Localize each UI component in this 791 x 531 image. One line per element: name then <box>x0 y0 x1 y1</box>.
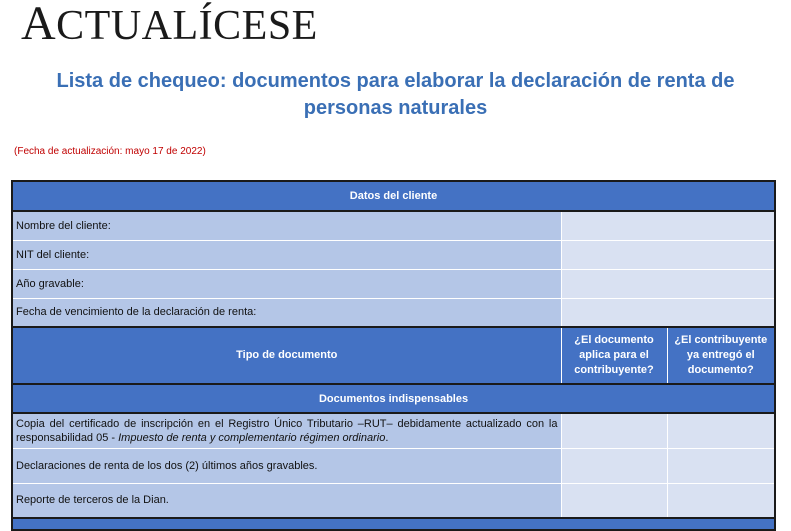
due-date-label: Fecha de vencimiento de la declaración de renta: <box>12 298 561 327</box>
document-row <box>12 448 775 483</box>
document-description: Reporte de terceros de la Dian. <box>12 483 561 518</box>
essential-section-header-row <box>12 384 775 413</box>
next-section-strip <box>12 518 775 530</box>
due-date-input[interactable] <box>561 298 775 327</box>
page-title <box>0 68 791 122</box>
delivered-cell[interactable] <box>667 483 775 518</box>
applies-cell[interactable] <box>561 413 667 448</box>
client-name-label: Nombre del cliente: <box>12 211 561 240</box>
update-date-note: (Fecha de actualización: mayo 17 de 2022) <box>14 146 206 157</box>
client-section-header-row <box>12 181 775 211</box>
client-nit-label: NIT del cliente: <box>12 240 561 269</box>
document-description: Declaraciones de renta de los dos (2) últimos años gravables. <box>12 448 561 483</box>
checklist-table <box>11 180 776 531</box>
tax-year-input[interactable] <box>561 269 775 298</box>
applies-cell[interactable] <box>561 483 667 518</box>
client-field-row <box>12 269 775 298</box>
client-section-header: Datos del cliente <box>12 181 775 211</box>
essential-section-header: Documentos indispensables <box>12 384 775 413</box>
client-field-row <box>12 298 775 327</box>
doc-type-column-header: Tipo de documento <box>12 327 561 384</box>
column-header-row <box>12 327 775 384</box>
document-row <box>12 483 775 518</box>
tax-year-label: Año gravable: <box>12 269 561 298</box>
title-line-1: Lista de chequeo: documentos para elaborar la declaración de renta de <box>56 70 735 92</box>
document-description: Copia del certificado de inscripción en el Registro Único Tributario –RUT– debidamente actualizado con la responsabilidad 05 - Impuesto de renta y complementario régimen ordinario. <box>12 413 561 448</box>
logo-rest: CTUALÍCESE <box>56 3 318 49</box>
logo-initial: A <box>21 0 57 50</box>
document-row <box>12 413 775 448</box>
next-section-header <box>12 518 775 530</box>
delivered-column-header: ¿El contribuyente ya entregó el documento? <box>667 327 775 384</box>
client-field-row <box>12 240 775 269</box>
actualicese-logo <box>21 2 318 48</box>
client-name-input[interactable] <box>561 211 775 240</box>
applies-cell[interactable] <box>561 448 667 483</box>
applies-column-header: ¿El documento aplica para el contribuyente? <box>561 327 667 384</box>
delivered-cell[interactable] <box>667 413 775 448</box>
title-line-2: personas naturales <box>303 97 488 119</box>
delivered-cell[interactable] <box>667 448 775 483</box>
client-field-row <box>12 211 775 240</box>
client-nit-input[interactable] <box>561 240 775 269</box>
